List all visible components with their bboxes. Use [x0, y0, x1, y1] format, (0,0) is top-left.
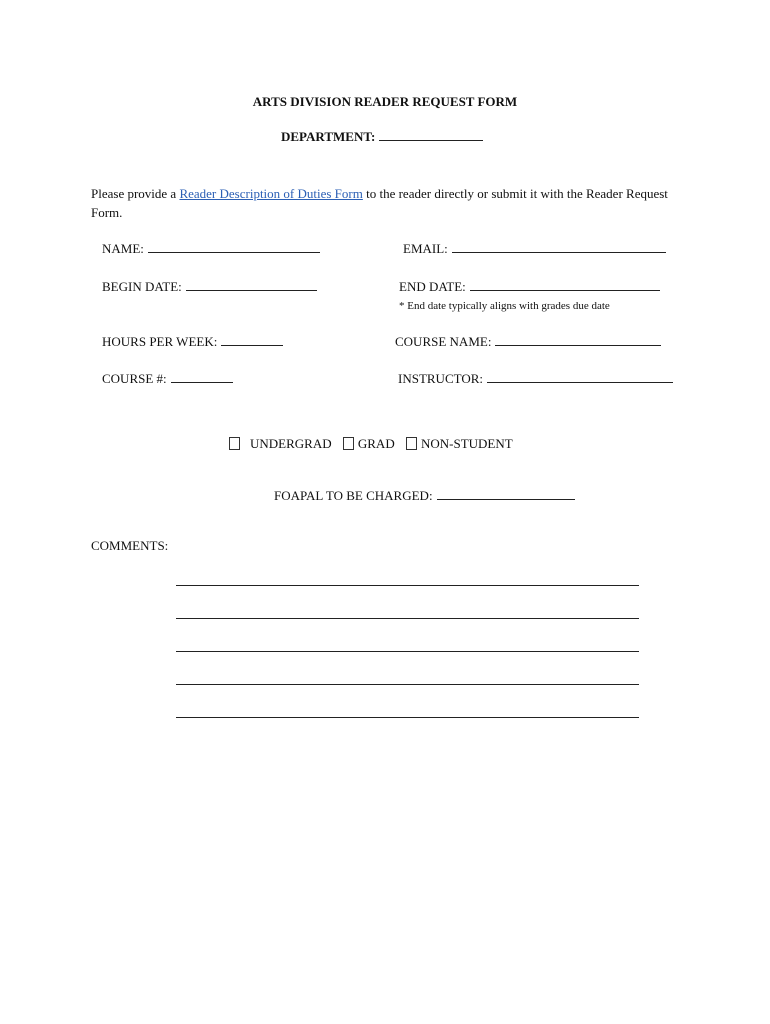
- comment-line-4[interactable]: [176, 684, 639, 685]
- end-date-label: END DATE:: [399, 279, 466, 294]
- begin-date-field: [102, 279, 317, 295]
- department-label: DEPARTMENT:: [281, 129, 376, 144]
- course-number-input-line[interactable]: [171, 371, 233, 383]
- hours-per-week-field: [102, 334, 283, 350]
- undergrad-label: UNDERGRAD: [250, 436, 332, 451]
- non-student-label: NON-STUDENT: [420, 436, 513, 451]
- intro-text-after: to the reader directly or submit it with the Reader Request Form.: [91, 186, 668, 220]
- begin-date-label: BEGIN DATE:: [102, 279, 182, 294]
- form-title: ARTS DIVISION READER REQUEST FORM: [252, 94, 518, 109]
- instructor-field: [398, 371, 673, 387]
- foapal-input-line[interactable]: [437, 488, 575, 500]
- course-name-label: COURSE NAME:: [395, 334, 492, 349]
- comment-line-3[interactable]: [176, 651, 639, 652]
- hours-per-week-label: HOURS PER WEEK:: [102, 334, 218, 349]
- comment-line-2[interactable]: [176, 618, 639, 619]
- end-date-note: * End date typically aligns with grades due date: [399, 300, 610, 312]
- grad-label: GRAD: [357, 436, 395, 451]
- name-input-line[interactable]: [148, 241, 320, 253]
- grad-checkbox[interactable]: [343, 437, 354, 450]
- name-label: NAME:: [102, 241, 144, 256]
- email-field: [403, 241, 666, 257]
- end-date-input-line[interactable]: [470, 279, 660, 291]
- intro-paragraph: [91, 184, 681, 222]
- course-name-field: [395, 334, 661, 350]
- comment-line-5[interactable]: [176, 717, 639, 718]
- comments-label: COMMENTS:: [91, 538, 169, 553]
- email-input-line[interactable]: [452, 241, 666, 253]
- course-number-label: COURSE #:: [102, 371, 167, 386]
- instructor-label: INSTRUCTOR:: [398, 371, 483, 386]
- foapal-field: [274, 488, 575, 504]
- course-number-field: [102, 371, 233, 387]
- hours-per-week-input-line[interactable]: [221, 334, 283, 346]
- instructor-input-line[interactable]: [487, 371, 673, 383]
- duties-form-link[interactable]: Reader Description of Duties Form: [179, 186, 363, 201]
- department-field: [281, 129, 483, 145]
- non-student-checkbox[interactable]: [406, 437, 417, 450]
- intro-text-before: Please provide a: [91, 186, 180, 201]
- name-field: [102, 241, 320, 257]
- student-status-options: [229, 436, 513, 452]
- course-name-input-line[interactable]: [495, 334, 661, 346]
- end-date-field: [399, 279, 660, 295]
- comment-line-1[interactable]: [176, 585, 639, 586]
- foapal-label: FOAPAL TO BE CHARGED:: [274, 488, 433, 503]
- department-input-line[interactable]: [379, 129, 483, 141]
- begin-date-input-line[interactable]: [186, 279, 317, 291]
- email-label: EMAIL:: [403, 241, 448, 256]
- undergrad-checkbox[interactable]: [229, 437, 240, 450]
